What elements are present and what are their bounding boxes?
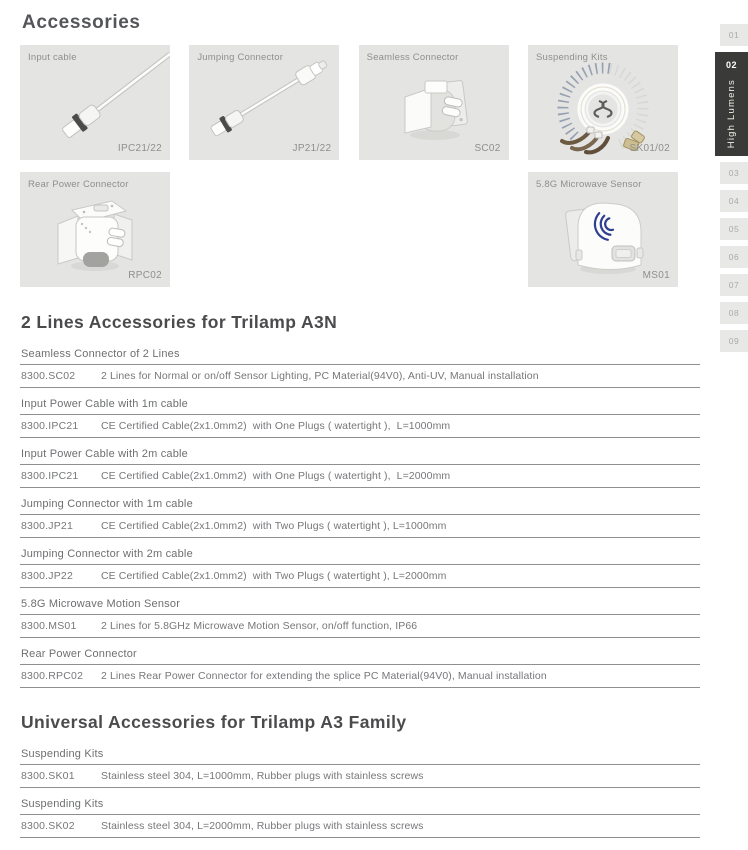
card-suspending-kits bbox=[528, 45, 678, 160]
card-input-cable bbox=[20, 45, 170, 160]
spec-group bbox=[20, 796, 700, 838]
spec-row bbox=[20, 465, 700, 488]
card-code: IPC21/22 bbox=[117, 143, 162, 154]
spec-group bbox=[20, 596, 700, 638]
card-label: Jumping Connector bbox=[197, 52, 284, 63]
active-tab-number: 02 bbox=[725, 60, 737, 70]
spec-description: CE Certified Cable(2x1.0mm2) with Two Plugs ( watertight ), L=1000mm bbox=[101, 520, 447, 532]
spec-description: CE Certified Cable(2x1.0mm2) with One Plugs ( watertight ), L=2000mm bbox=[101, 470, 451, 482]
spec-row bbox=[20, 415, 700, 438]
spec-code: 8300.JP21 bbox=[21, 520, 74, 532]
spec-group-name: Rear Power Connector bbox=[20, 646, 700, 665]
sidebar-tab-08[interactable]: 08 bbox=[720, 302, 748, 324]
spec-group bbox=[20, 396, 700, 438]
sidebar-tab-01[interactable]: 01 bbox=[720, 24, 748, 46]
spec-group bbox=[20, 646, 700, 688]
card-rear-power-connector bbox=[20, 172, 170, 287]
spec-code: 8300.MS01 bbox=[21, 620, 77, 632]
spec-code: 8300.RPC02 bbox=[21, 670, 84, 682]
spec-group-name: Jumping Connector with 2m cable bbox=[20, 546, 700, 565]
spec-group-name: Input Power Cable with 1m cable bbox=[20, 396, 700, 415]
card-seamless-connector bbox=[359, 45, 509, 160]
card-label: Suspending Kits bbox=[535, 52, 608, 63]
sidebar-tab-07[interactable]: 07 bbox=[720, 274, 748, 296]
spec-code: 8300.SC02 bbox=[21, 370, 76, 382]
spec-group-name: Suspending Kits bbox=[20, 746, 700, 765]
spec-row bbox=[20, 515, 700, 538]
sidebar-tab-09[interactable]: 09 bbox=[720, 330, 748, 352]
card-label: Seamless Connector bbox=[366, 52, 459, 63]
spec-code: 8300.IPC21 bbox=[21, 420, 79, 432]
sidebar-tab-03[interactable]: 03 bbox=[720, 162, 748, 184]
spec-description: CE Certified Cable(2x1.0mm2) with One Plugs ( watertight ), L=1000mm bbox=[101, 420, 451, 432]
spec-description: 2 Lines Rear Power Connector for extending the splice PC Material(94V0), Manual installation bbox=[101, 670, 547, 682]
card-label: Input cable bbox=[28, 52, 77, 63]
section-2-lines-accessories bbox=[20, 312, 700, 688]
active-tab-label: High Lumens bbox=[726, 79, 737, 149]
spec-group bbox=[20, 496, 700, 538]
spec-row bbox=[20, 565, 700, 588]
spec-group bbox=[20, 746, 700, 788]
spec-row bbox=[20, 765, 700, 788]
spec-description: CE Certified Cable(2x1.0mm2) with Two Plugs ( watertight ), L=2000mm bbox=[101, 570, 447, 582]
spec-group bbox=[20, 346, 700, 388]
spec-group-name: Suspending Kits bbox=[20, 796, 700, 815]
spec-group-name: Seamless Connector of 2 Lines bbox=[20, 346, 700, 365]
sidebar-tab-05[interactable]: 05 bbox=[720, 218, 748, 240]
card-code: JP21/22 bbox=[292, 143, 332, 154]
section-heading: Universal Accessories for Trilamp A3 Family bbox=[21, 712, 407, 732]
spec-row bbox=[20, 615, 700, 638]
spec-group-name: Input Power Cable with 2m cable bbox=[20, 446, 700, 465]
spec-group bbox=[20, 546, 700, 588]
spec-description: Stainless steel 304, L=2000mm, Rubber plugs with stainless screws bbox=[101, 820, 424, 832]
spec-code: 8300.SK01 bbox=[21, 770, 75, 782]
spec-code: 8300.IPC21 bbox=[21, 470, 79, 482]
card-microwave-sensor bbox=[528, 172, 678, 287]
accessories-grid bbox=[20, 45, 678, 287]
spec-group-name: 5.8G Microwave Motion Sensor bbox=[20, 596, 700, 615]
sidebar-tab-04[interactable]: 04 bbox=[720, 190, 748, 212]
spec-row bbox=[20, 815, 700, 838]
section-universal-accessories bbox=[20, 712, 700, 838]
card-jumping-connector bbox=[189, 45, 339, 160]
spec-row bbox=[20, 665, 700, 688]
spec-description: 2 Lines for 5.8GHz Microwave Motion Sensor, on/off function, IP66 bbox=[101, 620, 418, 632]
page-title: Accessories bbox=[22, 12, 141, 33]
sidebar-tab-02-active[interactable] bbox=[715, 52, 748, 156]
spec-group bbox=[20, 446, 700, 488]
spec-code: 8300.SK02 bbox=[21, 820, 75, 832]
section-heading: 2 Lines Accessories for Trilamp A3N bbox=[21, 312, 338, 332]
spec-group-name: Jumping Connector with 1m cable bbox=[20, 496, 700, 515]
spec-code: 8300.JP22 bbox=[21, 570, 74, 582]
spec-description: 2 Lines for Normal or on/off Sensor Lighting, PC Material(94V0), Anti-UV, Manual installation bbox=[101, 370, 539, 382]
card-label: Rear Power Connector bbox=[28, 179, 129, 190]
card-code: SK01/02 bbox=[629, 143, 670, 154]
sidebar-tab-06[interactable]: 06 bbox=[720, 246, 748, 268]
page-index-sidebar bbox=[715, 24, 748, 358]
card-code: MS01 bbox=[642, 270, 670, 281]
spec-description: Stainless steel 304, L=1000mm, Rubber plugs with stainless screws bbox=[101, 770, 424, 782]
card-label: 5.8G Microwave Sensor bbox=[536, 179, 642, 190]
spec-row bbox=[20, 365, 700, 388]
card-code: SC02 bbox=[474, 143, 501, 154]
card-code: RPC02 bbox=[128, 270, 162, 281]
